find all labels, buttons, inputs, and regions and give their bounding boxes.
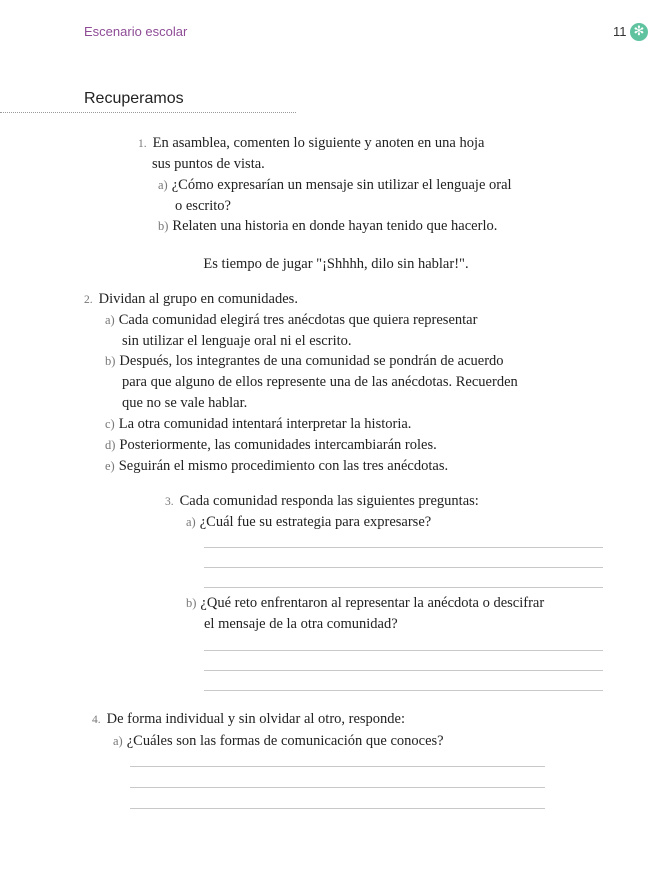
question-1-item-b <box>158 216 497 237</box>
question-1-item-a <box>158 175 512 196</box>
item-text: Después, los integrantes de una comunidad se pondrán de acuerdo <box>119 353 504 369</box>
question-4-number: 4. <box>92 714 101 726</box>
question-2-item-b-cont: para que alguno de ellos represente una de las anécdotas. Recuerden <box>122 374 518 390</box>
item-marker: d) <box>105 438 116 452</box>
question-3-item-b-cont: el mensaje de la otra comunidad? <box>204 616 398 632</box>
question-2-item-b <box>105 351 504 372</box>
answer-line[interactable] <box>204 670 603 671</box>
question-2-item-e <box>105 456 448 477</box>
page-title: Recuperamos <box>84 90 184 107</box>
question-1 <box>138 133 484 155</box>
game-announcement: Es tiempo de jugar "¡Shhhh, dilo sin hablar!". <box>203 256 469 272</box>
answer-line[interactable] <box>204 547 603 548</box>
question-1-text: En asamblea, comenten lo siguiente y anoten en una hoja <box>152 135 485 151</box>
question-4-item-a <box>113 731 444 752</box>
item-text: Posteriormente, las comunidades intercambiarán roles. <box>119 437 437 453</box>
item-text: ¿Cuál fue su estrategia para expresarse? <box>199 514 432 530</box>
answer-line[interactable] <box>204 567 603 568</box>
item-marker: a) <box>158 178 168 192</box>
question-2 <box>84 289 298 311</box>
answer-line[interactable] <box>130 766 545 767</box>
question-1-text-cont: sus puntos de vista. <box>152 156 265 172</box>
question-2-item-c <box>105 414 411 435</box>
sun-flower-icon: ✻ <box>630 23 648 41</box>
item-marker: b) <box>158 219 169 233</box>
question-2-number: 2. <box>84 294 93 306</box>
question-2-item-b-cont2: que no se vale hablar. <box>122 395 248 411</box>
question-1-number: 1. <box>138 138 147 150</box>
question-2-text: Dividan al grupo en comunidades. <box>98 291 298 307</box>
answer-line[interactable] <box>130 787 545 788</box>
question-4-text: De forma individual y sin olvidar al otro, responde: <box>106 711 406 727</box>
item-text: Cada comunidad elegirá tres anécdotas que quiera representar <box>118 312 478 328</box>
item-text: Relaten una historia en donde hayan tenido que hacerlo. <box>172 218 498 234</box>
question-3 <box>165 491 479 513</box>
item-text: La otra comunidad intentará interpretar la historia. <box>118 416 412 432</box>
question-1-item-a-cont: o escrito? <box>175 198 231 214</box>
page-number: 11 <box>613 24 627 39</box>
item-text: ¿Cómo expresarían un mensaje sin utilizar el lenguaje oral <box>171 177 512 193</box>
item-text: ¿Qué reto enfrentaron al representar la anécdota o descifrar <box>200 595 545 611</box>
question-2-item-d <box>105 435 437 456</box>
item-marker: e) <box>105 459 115 473</box>
question-3-item-b <box>186 593 544 614</box>
item-text: ¿Cuáles son las formas de comunicación que conoces? <box>126 733 444 749</box>
item-text: Seguirán el mismo procedimiento con las tres anécdotas. <box>118 458 449 474</box>
question-3-text: Cada comunidad responda las siguientes preguntas: <box>179 493 479 509</box>
item-marker: b) <box>105 354 116 368</box>
question-2-item-a-cont: sin utilizar el lenguaje oral ni el escrito. <box>122 333 352 349</box>
section-label: Escenario escolar <box>84 24 188 39</box>
question-3-item-a <box>186 512 431 533</box>
question-3-number: 3. <box>165 496 174 508</box>
question-2-item-a <box>105 310 477 331</box>
question-4 <box>92 709 405 731</box>
answer-line[interactable] <box>204 587 603 588</box>
answer-line[interactable] <box>204 650 603 651</box>
item-marker: c) <box>105 417 115 431</box>
item-marker: a) <box>105 313 115 327</box>
item-marker: b) <box>186 596 197 610</box>
title-divider <box>0 112 296 113</box>
answer-line[interactable] <box>130 808 545 809</box>
answer-line[interactable] <box>204 690 603 691</box>
item-marker: a) <box>113 734 123 748</box>
item-marker: a) <box>186 515 196 529</box>
